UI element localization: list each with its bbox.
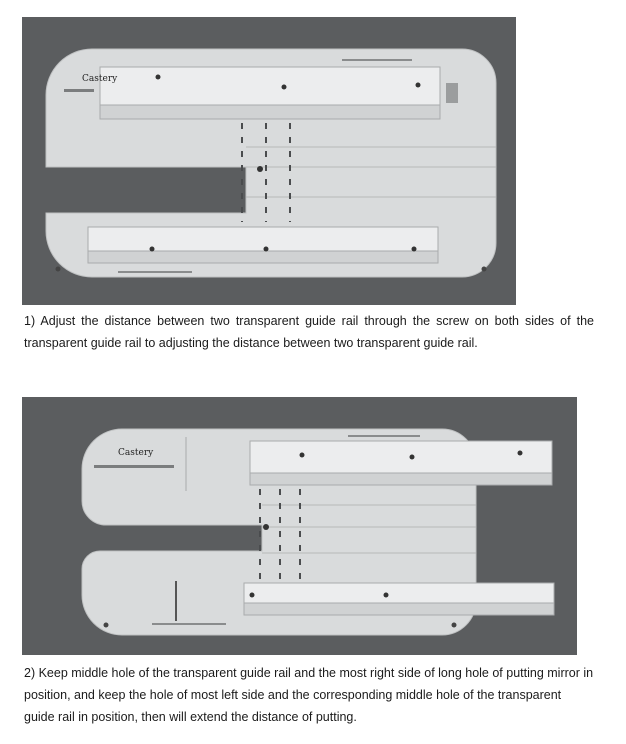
caption-step-2: 2) Keep middle hole of the transparent guide rail and the most right side of long hole of putting mirror in position, and keep the hole of most left side and the corresponding middle hole of the transparent guide rail in position, then will extend the distance of putting. xyxy=(24,666,594,724)
putting-mirror-illustration-1 xyxy=(22,17,516,305)
caption-step-1: 1) Adjust the distance between two transparent guide rail through the screw on both sides of the transparent guide rail to adjusting the distance between two transparent guide rail. xyxy=(24,314,594,350)
brand-logo-2: Castery xyxy=(118,448,154,458)
brand-logo-1: Castery xyxy=(82,74,118,84)
putting-mirror-photo-2 xyxy=(22,397,577,655)
putting-mirror-illustration-2 xyxy=(22,397,577,655)
putting-mirror-photo-1 xyxy=(22,17,516,305)
